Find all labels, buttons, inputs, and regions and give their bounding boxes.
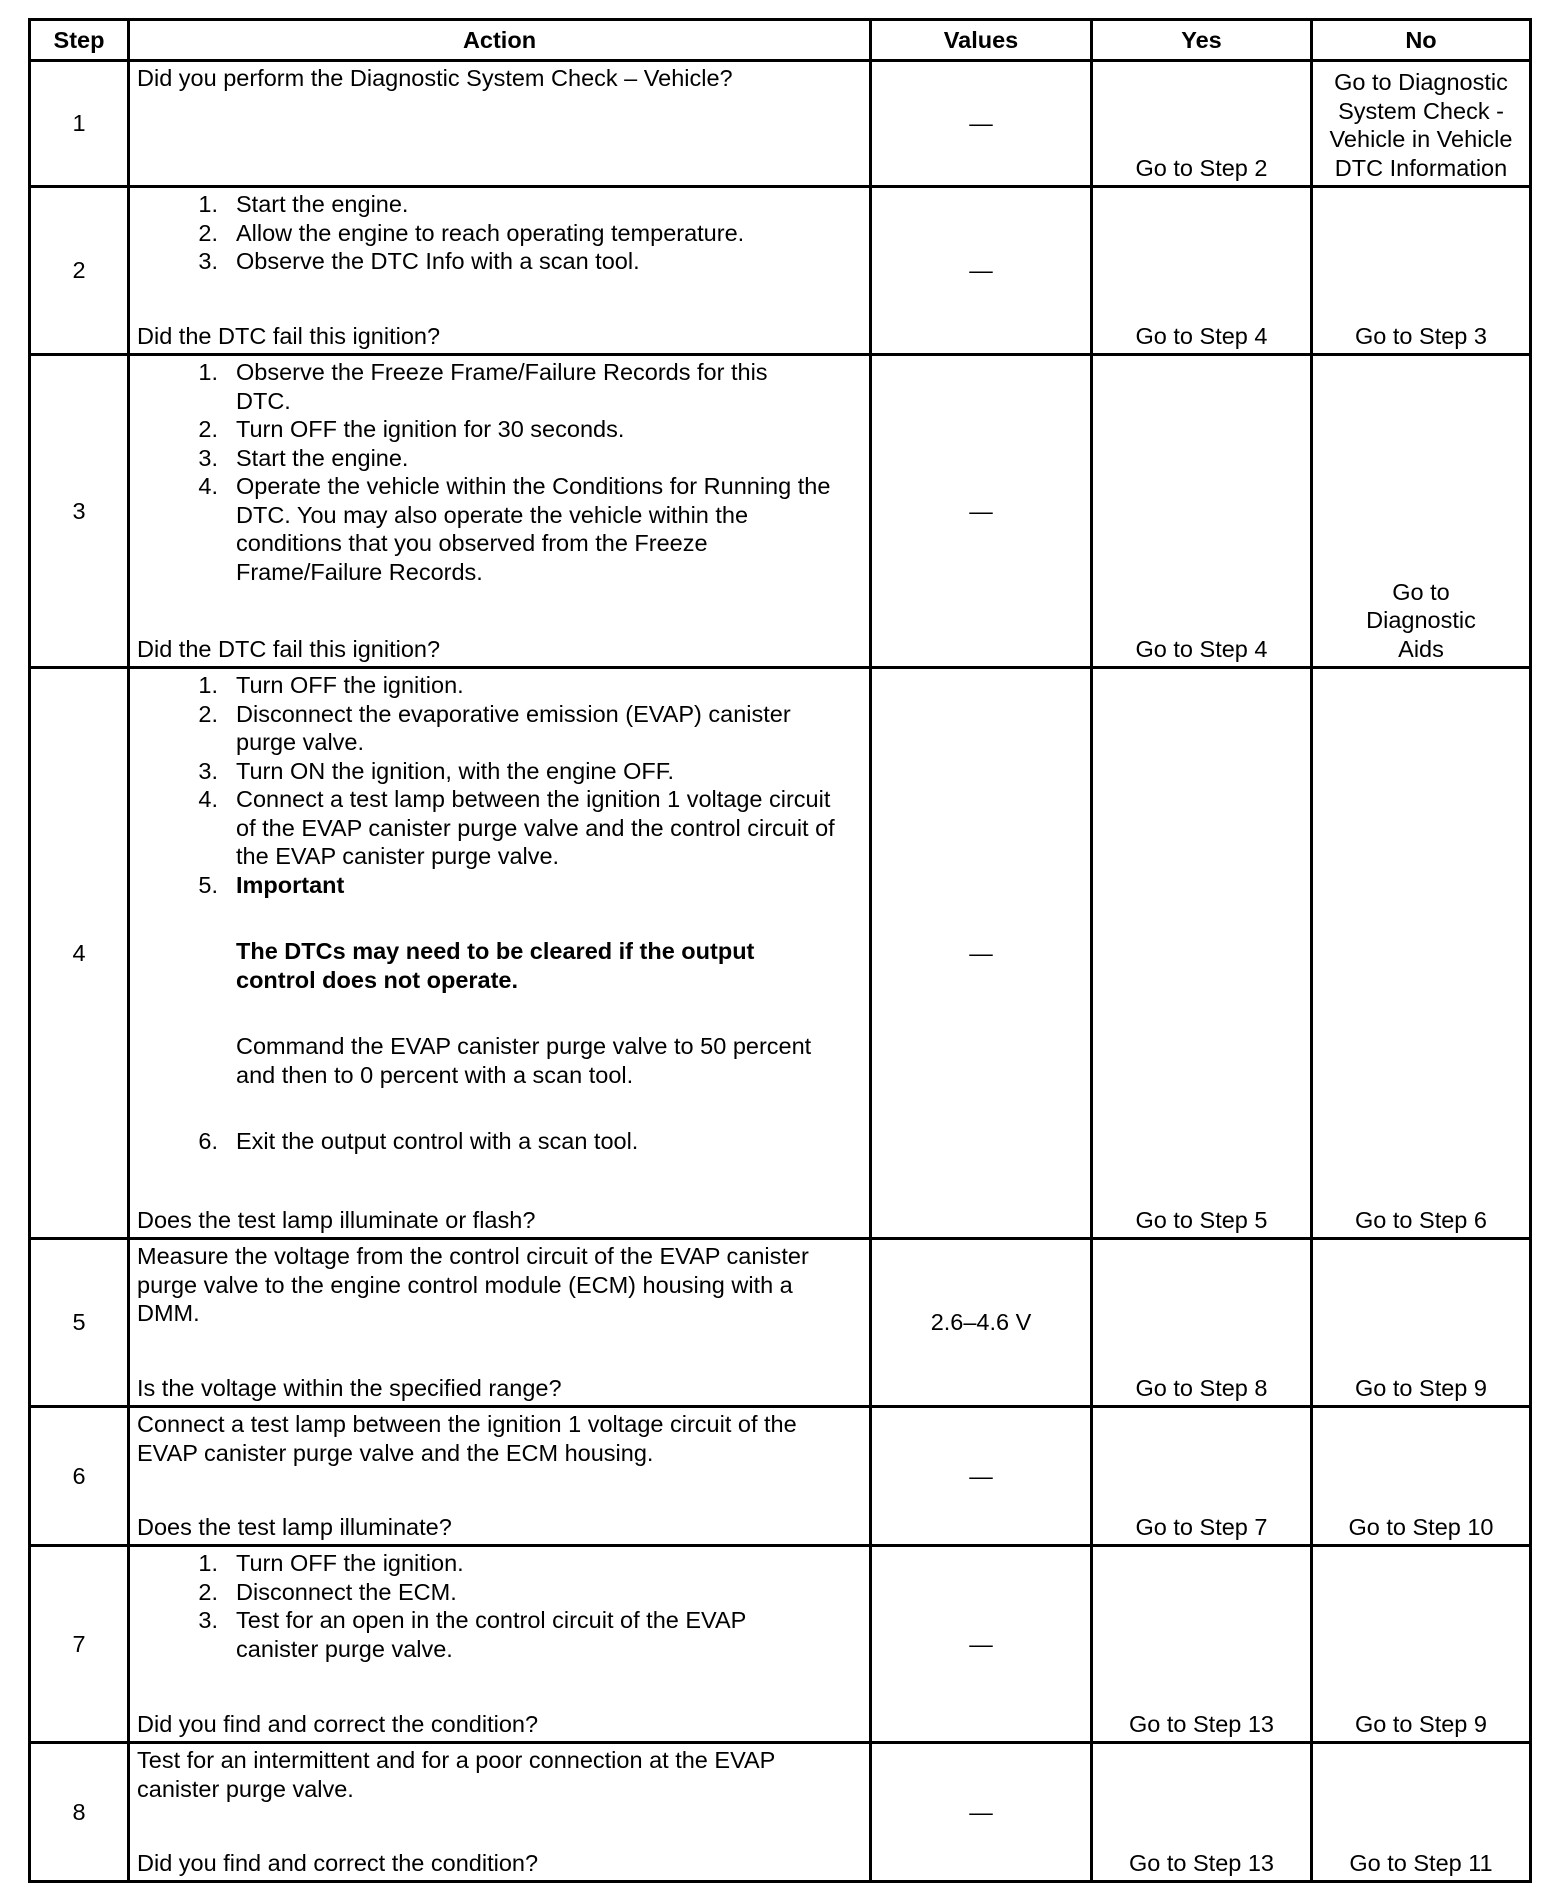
values-cell: 2.6–4.6 V (871, 1239, 1092, 1407)
action-cell (129, 668, 871, 1239)
values-cell: — (871, 1743, 1092, 1882)
question-text: Does the test lamp illuminate or flash? (137, 1206, 536, 1233)
question-text: Is the voltage within the specified range? (137, 1374, 562, 1401)
yes-cell: Go to Step 2 (1092, 61, 1312, 187)
list-item: 2. Turn OFF the ignition for 30 seconds. (198, 416, 625, 442)
action-text: Connect a test lamp between the ignition 1 voltage circuit of the EVAP canister purge valve and the ECM housing. (137, 1411, 797, 1466)
values-cell: — (871, 1546, 1092, 1743)
values-cell: — (871, 187, 1092, 355)
no-cell: Go to Step 9 (1312, 1546, 1531, 1743)
list-item: 1. Turn OFF the ignition. (198, 672, 464, 698)
step-number: 8 (30, 1743, 129, 1882)
values-cell: — (871, 668, 1092, 1239)
table-row (30, 668, 1531, 1239)
yes-cell: Go to Step 5 (1092, 668, 1312, 1239)
list-item: 3. Start the engine. (198, 444, 409, 471)
action-cell (129, 1743, 871, 1882)
list-item: 2. Disconnect the evaporative emission (EVAP) canister purge valve. (198, 700, 791, 755)
values-cell: — (871, 355, 1092, 668)
step-number: 6 (30, 1407, 129, 1546)
list-item: 3. Test for an open in the control circuit of the EVAP canister purge valve. (198, 1607, 746, 1662)
question-text: Did you find and correct the condition? (137, 1710, 539, 1737)
instruction-list (137, 358, 861, 586)
important-label: Important (236, 871, 345, 898)
command-text: Command the EVAP canister purge valve to 50 percent and then to 0 percent with a scan tool. (236, 1033, 812, 1088)
no-cell: Go to Step 3 (1312, 187, 1531, 355)
yes-cell: Go to Step 13 (1092, 1546, 1312, 1743)
values-cell: — (871, 61, 1092, 187)
no-cell: Go to Diagnostic System Check - Vehicle in Vehicle DTC Information (1312, 61, 1531, 187)
list-item: 3. Observe the DTC Info with a scan tool. (198, 248, 640, 274)
header-step: Step (30, 20, 129, 61)
list-item: 1. Turn OFF the ignition. (198, 1550, 464, 1576)
no-cell: Go to Diagnostic Aids (1312, 355, 1531, 668)
instruction-list (137, 1549, 861, 1663)
values-cell: — (871, 1407, 1092, 1546)
action-cell (129, 187, 871, 355)
question-text: Does the test lamp illuminate? (137, 1513, 452, 1540)
step-number: 2 (30, 187, 129, 355)
header-action: Action (129, 20, 871, 61)
table-row (30, 1407, 1531, 1546)
yes-cell: Go to Step 8 (1092, 1239, 1312, 1407)
step-number: 3 (30, 355, 129, 668)
table-row (30, 61, 1531, 187)
no-cell: Go to Step 9 (1312, 1239, 1531, 1407)
list-item: 2. Disconnect the ECM. (198, 1578, 457, 1605)
table-row (30, 355, 1531, 668)
table-row (30, 1239, 1531, 1407)
list-item: 2. Allow the engine to reach operating temperature. (198, 219, 745, 246)
table-row (30, 1743, 1531, 1882)
list-item: 6. Exit the output control with a scan tool. (198, 1128, 639, 1154)
yes-cell: Go to Step 7 (1092, 1407, 1312, 1546)
list-item: 3. Turn ON the ignition, with the engine OFF. (198, 757, 675, 784)
action-cell (129, 355, 871, 668)
instruction-list (137, 671, 861, 899)
yes-cell: Go to Step 4 (1092, 187, 1312, 355)
no-cell: Go to Step 10 (1312, 1407, 1531, 1546)
action-text: Measure the voltage from the control circuit of the EVAP canister purge valve to the engine control module (ECM) housing with a DMM. (137, 1243, 809, 1326)
header-yes: Yes (1092, 20, 1312, 61)
yes-cell: Go to Step 13 (1092, 1743, 1312, 1882)
no-cell: Go to Step 6 (1312, 668, 1531, 1239)
header-row (30, 20, 1531, 61)
table-row (30, 187, 1531, 355)
list-item: 1. Start the engine. (198, 191, 409, 217)
header-no: No (1312, 20, 1531, 61)
step-number: 4 (30, 668, 129, 1239)
list-item: 1. Observe the Freeze Frame/Failure Records for this DTC. (198, 359, 768, 414)
list-item: 5. Important (137, 871, 861, 900)
diagnostic-table (28, 18, 1532, 1883)
header-values: Values (871, 20, 1092, 61)
list-item: 4. Connect a test lamp between the ignition 1 voltage circuit of the EVAP canister purge valve and the control circuit of the EVAP canister purge valve. (198, 786, 835, 869)
action-text: Test for an intermittent and for a poor connection at the EVAP canister purge valve. (137, 1747, 775, 1802)
action-text: Did you perform the Diagnostic System Check – Vehicle? (137, 65, 733, 91)
list-item: 4. Operate the vehicle within the Conditions for Running the DTC. You may also operate the vehicle within the conditions that you observed from the Freeze Frame/Failure Records. (198, 473, 831, 585)
no-cell: Go to Step 11 (1312, 1743, 1531, 1882)
action-cell (129, 1239, 871, 1407)
action-cell (129, 1546, 871, 1743)
yes-cell: Go to Step 4 (1092, 355, 1312, 668)
step-number: 7 (30, 1546, 129, 1743)
question-text: Did the DTC fail this ignition? (137, 635, 441, 662)
table-row (30, 1546, 1531, 1743)
instruction-list (137, 190, 861, 276)
action-cell (129, 61, 871, 187)
step-number: 5 (30, 1239, 129, 1407)
question-text: Did you find and correct the condition? (137, 1849, 539, 1876)
question-text: Did the DTC fail this ignition? (137, 322, 441, 349)
important-note: The DTCs may need to be cleared if the output control does not operate. (236, 938, 755, 993)
step-number: 1 (30, 61, 129, 187)
action-cell (129, 1407, 871, 1546)
instruction-list (137, 1127, 861, 1156)
